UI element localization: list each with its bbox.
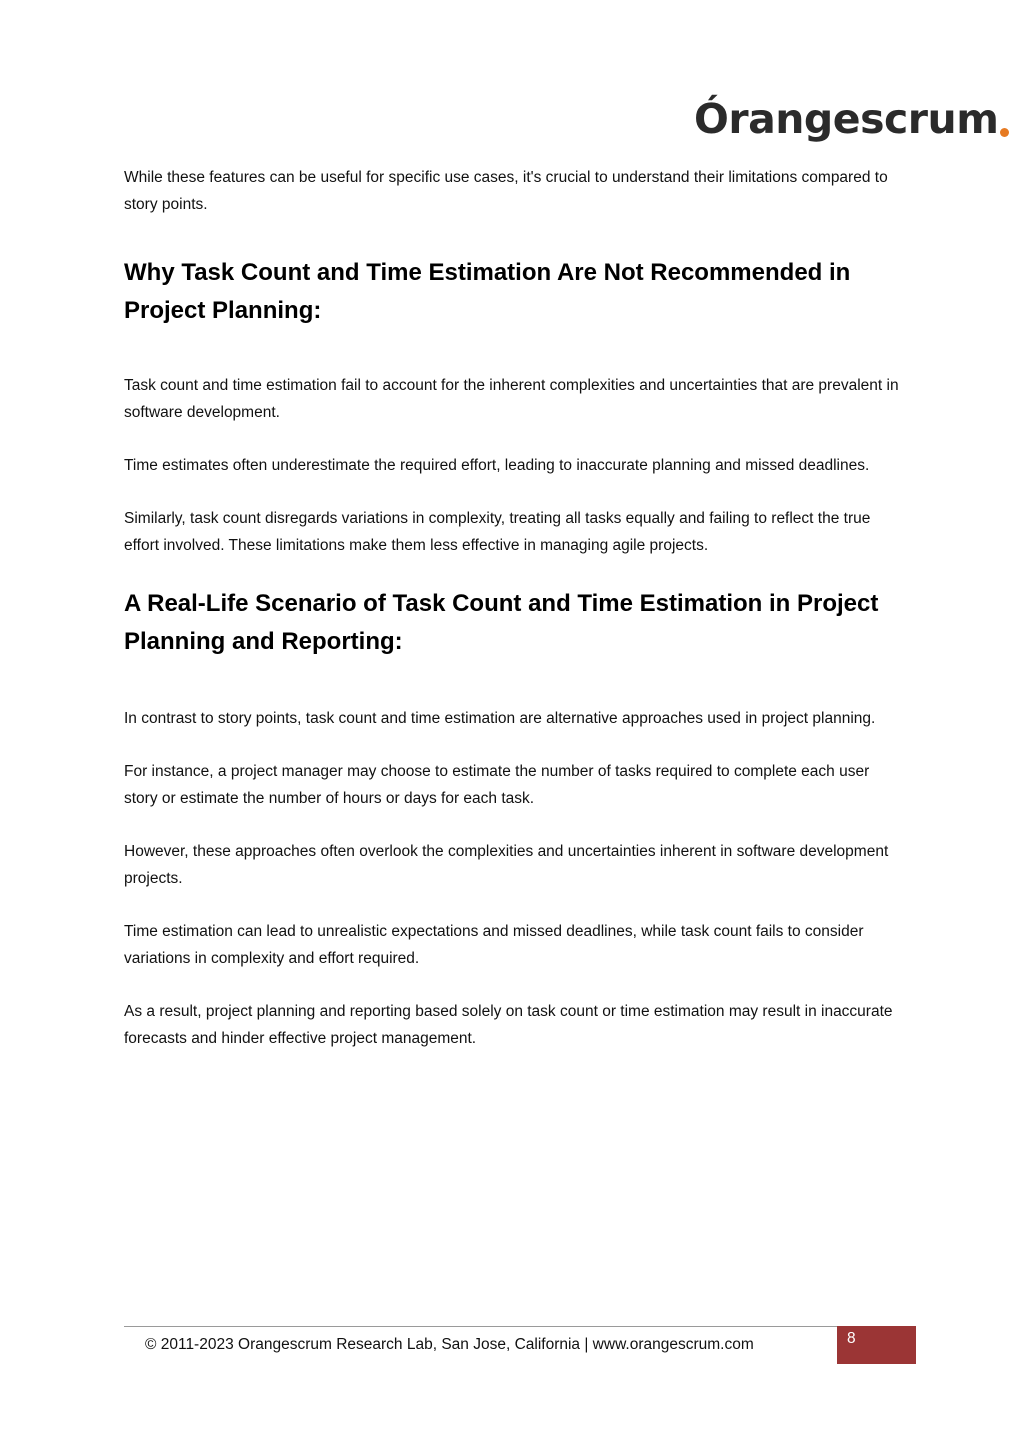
section-heading-why-not-recommended: Why Task Count and Time Estimation Are Not Recommended in Project Planning: [124, 259, 851, 324]
logo-dot-icon [1000, 128, 1009, 137]
paragraph: Time estimation can lead to unrealistic expectations and missed deadlines, while task count fails to consider variations in complexity and effort required. [124, 923, 864, 967]
logo-wordmark: Órangescrum [694, 95, 999, 143]
paragraph: Time estimates often underestimate the required effort, leading to inaccurate planning and missed deadlines. [124, 457, 870, 474]
page-number: 8 [847, 1330, 856, 1347]
paragraph: However, these approaches often overlook the complexities and uncertainties inherent in software development projects. [124, 843, 889, 887]
section-heading-real-life-scenario: A Real-Life Scenario of Task Count and Time Estimation in Project Planning and Reporting: [124, 590, 879, 655]
paragraph: Similarly, task count disregards variations in complexity, treating all tasks equally and failing to reflect the true effort involved. These limitations make them less effective in managing agile projects. [124, 510, 871, 554]
orangescrum-logo [694, 80, 1009, 143]
paragraph: In contrast to story points, task count and time estimation are alternative approaches used in project planning. [124, 710, 876, 727]
paragraph: For instance, a project manager may choose to estimate the number of tasks required to complete each user story or estimate the number of hours or days for each task. [124, 763, 870, 807]
paragraph: Task count and time estimation fail to account for the inherent complexities and uncertainties that are prevalent in software development. [124, 377, 899, 421]
footer-divider [124, 1326, 838, 1327]
footer-copyright: © 2011-2023 Orangescrum Research Lab, San Jose, California | www.orangescrum.com [145, 1336, 754, 1353]
paragraph: As a result, project planning and reporting based solely on task count or time estimation may result in inaccurate forecasts and hinder effective project management. [124, 1003, 893, 1047]
intro-paragraph: While these features can be useful for specific use cases, it's crucial to understand their limitations compared to story points. [124, 169, 888, 213]
page-number-box [837, 1326, 916, 1364]
document-body [124, 164, 904, 1052]
